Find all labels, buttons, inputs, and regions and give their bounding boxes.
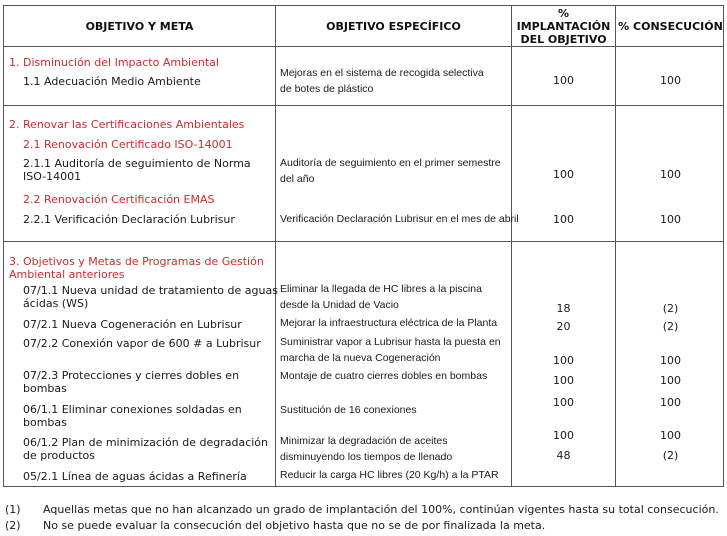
implantacion-value: 100 (553, 168, 574, 181)
specific-objective: Mejorar la infraestructura eléctrica de la Planta (280, 317, 498, 329)
objective-item: 07/1.1 Nueva unidad de tratamiento de aguas ácidas (WS) (23, 284, 278, 310)
objective-item: 07/2.3 Protecciones y cierres dobles en bombas (23, 369, 240, 395)
objective-item: 06/1.2 Plan de minimización de degradación de productos (23, 436, 268, 462)
footnote-mark: (1) (5, 503, 21, 516)
consecucion-value: 100 (660, 396, 681, 409)
objectives-table (3, 5, 724, 487)
objective-item: 2.2.1 Verificación Declaración Lubrisur (23, 213, 235, 226)
consecucion-value: 100 (660, 213, 681, 226)
header-divider (4, 46, 723, 47)
header-objetivo-meta: OBJETIVO Y META (85, 19, 194, 33)
section-divider (4, 105, 723, 106)
implantacion-value: 100 (553, 213, 574, 226)
footnote-mark: (2) (5, 519, 21, 532)
specific-objective: Sustitución de 16 conexiones (280, 404, 417, 416)
section-title: 2. Renovar las Certificaciones Ambientales (9, 118, 245, 131)
header-consecucion: % CONSECUCIÓN (618, 19, 723, 33)
specific-objective: Auditoría de seguimiento en el primer semestre del año (280, 157, 501, 185)
section-title: 3. Objetivos y Metas de Programas de Gestión Ambiental anteriores (9, 255, 264, 281)
objective-item: 07/2.2 Conexión vapor de 600 # a Lubrisur (23, 337, 261, 350)
specific-objective: Montaje de cuatro cierres dobles en bombas (280, 370, 488, 382)
consecucion-value: (2) (662, 302, 679, 315)
specific-objective: Reducir la carga HC libres (20 Kg/h) a la PTAR (280, 469, 499, 481)
section-divider (4, 241, 723, 242)
section-title: 1. Disminución del Impacto Ambiental (9, 56, 219, 69)
header-implantacion: % IMPLANTACIÓN DEL OBJETIVO (516, 6, 611, 46)
specific-objective: Suministrar vapor a Lubrisur hasta la puesta en marcha de la nueva Cogeneración (280, 336, 501, 364)
implantacion-value: 48 (556, 449, 571, 462)
consecucion-value: (2) (662, 320, 679, 333)
subsection-title: 2.1 Renovación Certificado ISO-14001 (23, 138, 233, 151)
implantacion-value: 100 (553, 374, 574, 387)
specific-objective: Verificación Declaración Lubrisur en el mes de abril (280, 213, 519, 225)
consecucion-value: 100 (660, 429, 681, 442)
objective-item: 1.1 Adecuación Medio Ambiente (23, 75, 201, 88)
implantacion-value: 100 (553, 429, 574, 442)
objective-item: 06/1.1 Eliminar conexiones soldadas en bombas (23, 403, 242, 429)
footnote-text: No se puede evaluar la consecución del objetivo hasta que no se de por finalizada la meta. (43, 519, 546, 532)
implantacion-value: 100 (553, 354, 574, 367)
specific-objective: Eliminar la llegada de HC libres a la piscina desde la Unidad de Vacio (280, 283, 482, 311)
objective-item: 05/2.1 Línea de aguas ácidas a Refinería (23, 470, 247, 483)
implantacion-value: 100 (553, 396, 574, 409)
column-divider (275, 6, 276, 486)
specific-objective: Minimizar la degradación de aceites disminuyendo los tiempos de llenado (280, 435, 453, 463)
implantacion-value: 100 (553, 74, 574, 87)
specific-objective: Mejoras en el sistema de recogida selectiva de botes de plástico (280, 67, 484, 95)
header-objetivo-especifico: OBJETIVO ESPECÍFICO (326, 19, 461, 33)
objective-item: 2.1.1 Auditoría de seguimiento de Norma ISO-14001 (23, 157, 251, 183)
consecucion-value: 100 (660, 74, 681, 87)
objective-item: 07/2.1 Nueva Cogeneración en Lubrisur (23, 318, 242, 331)
implantacion-value: 18 (556, 302, 571, 315)
consecucion-value: 100 (660, 374, 681, 387)
implantacion-value: 20 (556, 320, 571, 333)
consecucion-value: 100 (660, 168, 681, 181)
consecucion-value: 100 (660, 354, 681, 367)
footnote-text: Aquellas metas que no han alcanzado un grado de implantación del 100%, continúan vigentes hasta su total consecución. (43, 503, 719, 516)
subsection-title: 2.2 Renovación Certificación EMAS (23, 193, 215, 206)
consecucion-value: (2) (662, 449, 679, 462)
